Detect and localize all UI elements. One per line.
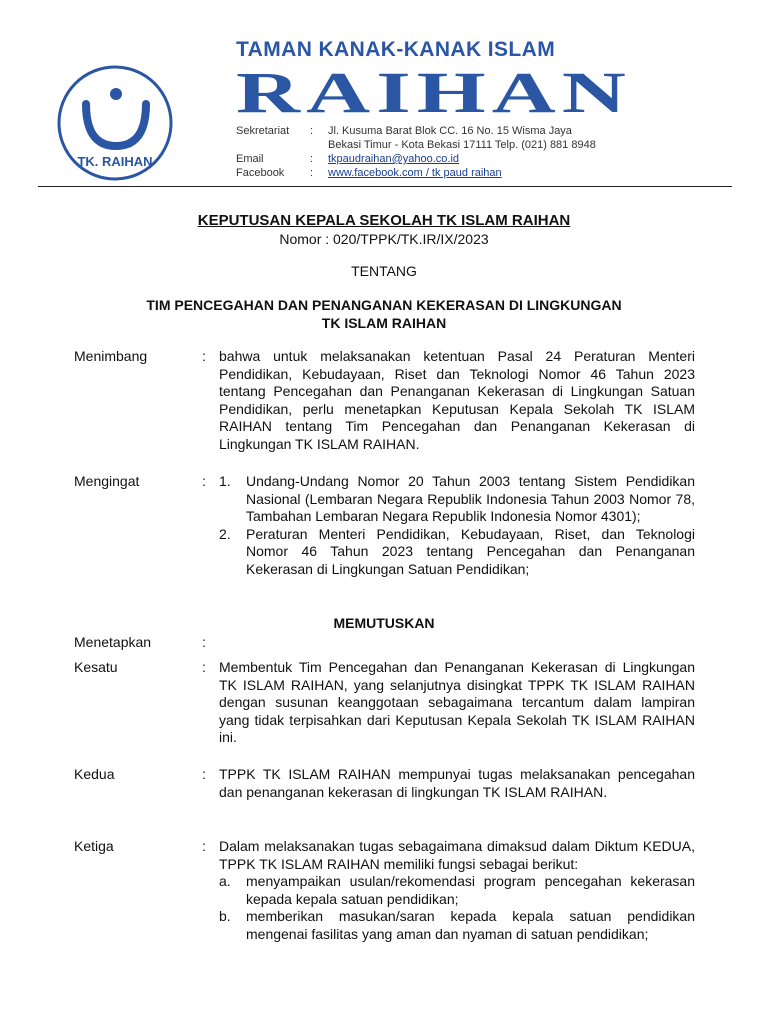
contact-row-address <box>236 124 596 138</box>
section-label: Kedua <box>74 766 115 782</box>
contact-separator <box>310 138 328 152</box>
contact-label: Email <box>236 153 264 165</box>
brand-wordmark <box>236 64 636 124</box>
contact-block <box>236 124 596 180</box>
section-label: Menetapkan <box>74 634 152 650</box>
decree-title-text: KEPUTUSAN KEPALA SEKOLAH TK ISLAM RAIHAN <box>197 212 571 229</box>
topic-line-2: TK ISLAM RAIHAN <box>321 315 447 331</box>
decree-title <box>0 212 768 229</box>
section-colon: : <box>202 659 206 675</box>
facebook-link[interactable]: www.facebook.com / tk paud raihan <box>328 167 502 179</box>
kesatu-text: Membentuk Tim Pencegahan dan Penanganan Kekerasan di Lingkungan TK ISLAM RAIHAN, yang selanjutnya disingkat TPPK TK ISLAM RAIHAN dengan susunan keanggotaan sebagaimana tercantum dalam lampiran yang tidak terpisahkan dari Keputusan Kepala Sekolah TK ISLAM RAIHAN ini. <box>219 659 695 745</box>
section-mengingat <box>74 473 695 578</box>
contact-label <box>236 138 310 152</box>
school-logo <box>56 64 174 182</box>
list-item <box>219 873 695 908</box>
organization-name: TAMAN KANAK-KANAK ISLAM <box>236 38 556 61</box>
contact-row-email <box>236 152 596 166</box>
section-label: Mengingat <box>74 473 140 489</box>
section-colon: : <box>202 473 206 489</box>
list-text: Peraturan Menteri Pendidikan, Kebudayaan, Riset, dan Teknologi Nomor 46 Tahun 2023 tentang Pencegahan dan Penanganan Kekerasan di Lingkungan Satuan Pendidikan; <box>246 525 695 577</box>
section-label: Kesatu <box>74 659 118 675</box>
mengingat-list <box>219 473 695 578</box>
section-colon: : <box>202 634 206 650</box>
section-label: Ketiga <box>74 838 114 854</box>
menimbang-text: bahwa untuk melaksanakan ketentuan Pasal 24 Peraturan Menteri Pendidikan, Kebudayaan, Riset dan Teknologi Nomor 46 Tahun 2023 tentang Pencegahan dan Penanganan Kekerasan di Lingkungan Satuan Pendidikan, perlu menetapkan Keputusan Kepala Sekolah TK ISLAM RAIHAN tentang Tim Pencegahan dan Penanganan Kekerasan di Lingkungan TK ISLAM RAIHAN. <box>219 348 695 452</box>
contact-label: Sekretariat <box>236 125 290 137</box>
section-colon: : <box>202 766 206 782</box>
list-text: memberikan masukan/saran kepada kepala satuan pendidikan mengenai fasilitas yang aman dan nyaman di satuan pendidikan; <box>246 908 695 942</box>
list-text: menyampaikan usulan/rekomendasi program pencegahan kekerasan kepada kepala satuan pendidikan; <box>246 873 695 907</box>
section-kedua <box>74 766 695 801</box>
list-item <box>219 908 695 943</box>
contact-row-facebook <box>236 166 596 180</box>
list-letter: b. <box>219 908 231 924</box>
section-kesatu <box>74 659 695 747</box>
ketiga-intro: Dalam melaksanakan tugas sebagaimana dimaksud dalam Diktum KEDUA, TPPK TK ISLAM RAIHAN memiliki fungsi sebagai berikut: <box>219 838 695 872</box>
contact-separator: : <box>310 125 314 137</box>
contact-separator: : <box>310 167 314 179</box>
list-item <box>219 473 695 526</box>
list-number: 1. <box>219 473 231 489</box>
contact-separator: : <box>310 153 314 165</box>
memutuskan-heading: MEMUTUSKAN <box>333 615 435 631</box>
contact-label: Facebook <box>236 167 285 179</box>
tentang-heading: TENTANG <box>351 263 417 279</box>
list-number: 2. <box>219 525 231 542</box>
topic-line-1: TIM PENCEGAHAN DAN PENANGANAN KEKERASAN DI LINGKUNGAN <box>146 297 622 313</box>
brand-name: RAIHAN <box>236 64 632 124</box>
logo-text: TK. RAIHAN <box>77 154 153 169</box>
contact-city-phone: Bekasi Timur - Kota Bekasi 17111 Telp. (021) 881 8948 <box>328 139 596 151</box>
section-colon: : <box>202 838 206 854</box>
email-link[interactable]: tkpaudraihan@yahoo.co.id <box>328 153 460 165</box>
section-menimbang <box>74 348 695 453</box>
ketiga-content <box>219 838 695 943</box>
list-text: Undang-Undang Nomor 20 Tahun 2003 tentang Sistem Pendidikan Nasional (Lembaran Negara Republik Indonesia Tahun 2003 Nomor 78, Tambahan Lembaran Negara Republik Indonesia Nomor 4301); <box>246 473 695 524</box>
contact-address: Jl. Kusuma Barat Blok CC. 16 No. 15 Wisma Jaya <box>328 125 572 137</box>
section-label: Menimbang <box>74 348 148 364</box>
list-item <box>219 526 695 579</box>
contact-row-city <box>236 138 596 152</box>
section-colon: : <box>202 348 206 364</box>
kedua-text: TPPK TK ISLAM RAIHAN mempunyai tugas melaksanakan pencegahan dan penanganan kekerasan di lingkungan TK ISLAM RAIHAN. <box>219 766 695 800</box>
list-letter: a. <box>219 873 231 889</box>
decree-number: Nomor : 020/TPPK/TK.IR/IX/2023 <box>279 231 489 247</box>
letterhead-divider <box>38 186 732 187</box>
section-ketiga <box>74 838 695 943</box>
